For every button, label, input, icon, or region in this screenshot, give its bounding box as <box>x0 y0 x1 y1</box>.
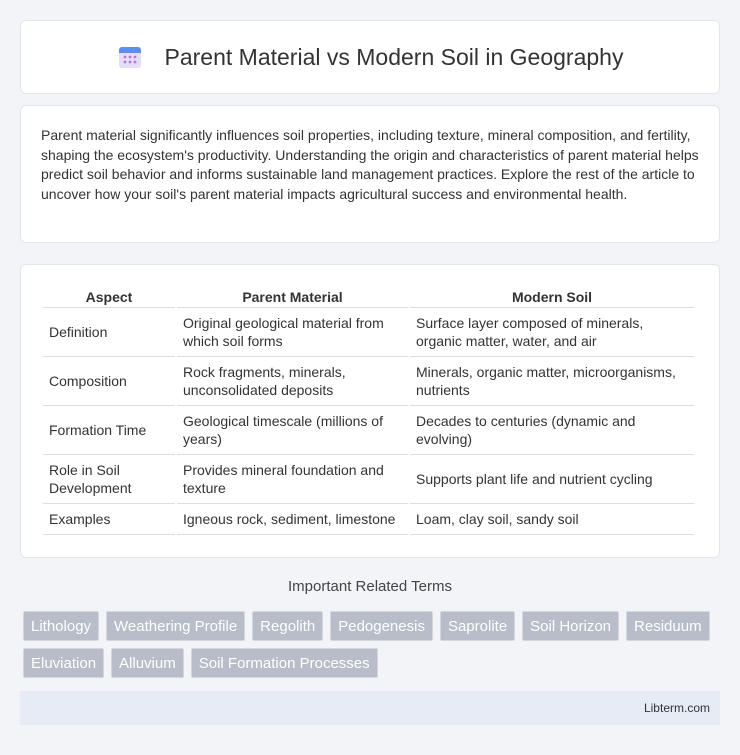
table-cell: Minerals, organic matter, microorganisms, nutrients <box>410 357 694 406</box>
title-card <box>20 20 720 94</box>
footer-site-link[interactable]: Libterm.com <box>643 701 710 715</box>
header-aspect: Aspect <box>43 285 175 308</box>
calendar-icon <box>117 44 143 70</box>
header-modern-soil: Modern Soil <box>410 285 694 308</box>
footer <box>20 691 720 725</box>
intro-paragraph: Parent material significantly influences soil properties, including texture, mineral composition, and fertility, shaping the ecosystem's productivity. Understanding the origin and characteristics of parent material helps predict soil behavior and informs sustainable land management practices. Explore the rest of the article to uncover how your soil's parent material impacts agricultural success and environmental health. <box>41 127 699 202</box>
table-cell: Examples <box>43 504 175 535</box>
table-row <box>43 357 694 406</box>
tag-pedogenesis[interactable]: Pedogenesis <box>330 611 433 641</box>
table-row <box>43 308 694 357</box>
comparison-table-card <box>20 264 720 558</box>
table-cell: Geological timescale (millions of years) <box>177 406 408 455</box>
table-row <box>43 455 694 504</box>
related-terms-title: Important Related Terms <box>288 578 452 595</box>
tag-soil-horizon[interactable]: Soil Horizon <box>522 611 619 641</box>
table-cell: Rock fragments, minerals, unconsolidated deposits <box>177 357 408 406</box>
table-cell: Composition <box>43 357 175 406</box>
table-cell: Igneous rock, sediment, limestone <box>177 504 408 535</box>
table-cell: Loam, clay soil, sandy soil <box>410 504 694 535</box>
tag-alluvium[interactable]: Alluvium <box>111 648 184 678</box>
table-cell: Original geological material from which soil forms <box>177 308 408 357</box>
table-header-row <box>43 285 694 308</box>
table-cell: Decades to centuries (dynamic and evolving) <box>410 406 694 455</box>
tag-eluviation[interactable]: Eluviation <box>23 648 104 678</box>
related-terms-list <box>23 611 723 678</box>
table-row <box>43 504 694 535</box>
header-parent-material: Parent Material <box>177 285 408 308</box>
comparison-table <box>41 285 696 535</box>
table-cell: Role in Soil Development <box>43 455 175 504</box>
tag-weathering-profile[interactable]: Weathering Profile <box>106 611 245 641</box>
tag-lithology[interactable]: Lithology <box>23 611 99 641</box>
table-cell: Provides mineral foundation and texture <box>177 455 408 504</box>
table-cell: Definition <box>43 308 175 357</box>
tag-saprolite[interactable]: Saprolite <box>440 611 515 641</box>
table-cell: Surface layer composed of minerals, organic matter, water, and air <box>410 308 694 357</box>
page-title: Parent Material vs Modern Soil in Geography <box>164 43 624 70</box>
table-cell: Supports plant life and nutrient cycling <box>410 455 694 504</box>
table-cell: Formation Time <box>43 406 175 455</box>
tag-soil-formation-processes[interactable]: Soil Formation Processes <box>191 648 378 678</box>
tag-regolith[interactable]: Regolith <box>252 611 323 641</box>
intro-card <box>20 105 720 243</box>
tag-residuum[interactable]: Residuum <box>626 611 710 641</box>
table-row <box>43 406 694 455</box>
